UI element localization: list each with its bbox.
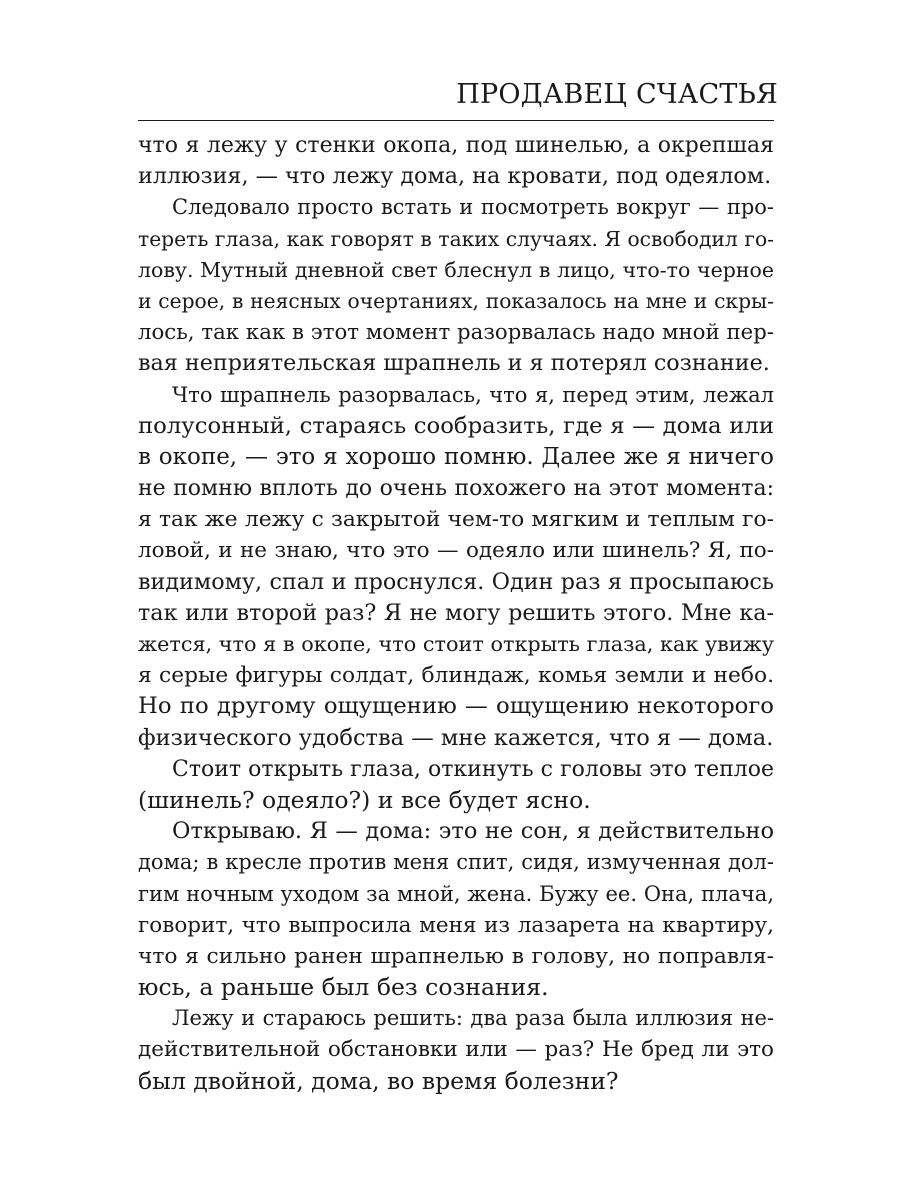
text-line: не помню вплоть до очень похожего на этот момента: (138, 476, 774, 502)
text-line: ловой, и не знаю, что это — одеяло или шинель? Я, по- (138, 538, 774, 564)
text-line: действительной обстановки или — раз? Не бред ли это (138, 1037, 774, 1063)
text-line: в окопе, — это я хорошо помню. Далее же я ничего (138, 443, 774, 470)
text-line: Следовало просто встать и посмотреть вокруг — про- (172, 195, 774, 220)
text-line: юсь, а раньше был без сознания. (138, 973, 549, 1002)
text-line: был двойной, дома, во время болезни? (138, 1066, 619, 1095)
text-line: гим ночным уходом за мной, жена. Бужу ее. Она, плача, (138, 881, 774, 906)
text-line: физического удобства — мне кажется, что я — дома. (138, 724, 774, 751)
text-line: Лежу и стараюсь решить: два раза была иллюзия не- (172, 1006, 774, 1031)
running-head-title: ПРОДАВЕЦ СЧАСТЬЯ (456, 79, 778, 110)
header-rule (138, 120, 774, 121)
text-line: Стоит открыть глаза, откинуть с головы это теплое (172, 756, 774, 782)
text-line: что я сильно ранен шрапнелью в голову, но поправля- (138, 943, 774, 969)
text-line: я серые фигуры солдат, блиндаж, комья земли и небо. (138, 663, 774, 689)
text-line: иллюзия, — что лежу дома, на кровати, под одеялом. (138, 163, 772, 190)
text-line: вая неприятельская шрапнель и я потерял сознание. (138, 350, 770, 377)
page-text (138, 130, 774, 1097)
text-line: я так же лежу с закрытой чем-то мягким и теплым го- (138, 507, 774, 533)
text-line: дома; в кресле против меня спит, сидя, измученная дол- (138, 850, 774, 875)
text-line: жется, что я в окопе, что стоит открыть глаза, как увижу (138, 632, 774, 656)
text-line: и серое, в неясных очертаниях, показалось на мне и скры- (138, 288, 774, 313)
text-line: (шинель? одеяло?) и все будет ясно. (138, 785, 591, 814)
text-line: лось, так как в этот момент разорвалась надо мной пер- (138, 320, 774, 346)
text-line: полусонный, стараясь сообразить, где я — дома или (138, 412, 774, 439)
text-line: Но по другому ощущению — ощущению некоторого (138, 693, 774, 720)
text-line: говорит, что выпросила меня из лазарета на квартиру, (138, 912, 774, 938)
text-line: Что шрапнель разорвалась, что я, перед этим, лежал (172, 382, 774, 407)
text-line: лову. Мутный дневной свет блеснул в лицо, что-то черное (138, 257, 774, 282)
text-line: так или второй раз? Я не могу решить этого. Мне ка- (138, 599, 774, 626)
text-line: видимому, спал и проснулся. Один раз я просыпаюсь (138, 568, 774, 595)
text-line: что я лежу у стенки окопа, под шинелью, а окрепшая (138, 133, 774, 158)
text-line: тереть глаза, как говорят в таких случаях. Я освободил го- (138, 226, 774, 251)
text-line: Открываю. Я — дома: это не сон, я действительно (172, 818, 774, 845)
